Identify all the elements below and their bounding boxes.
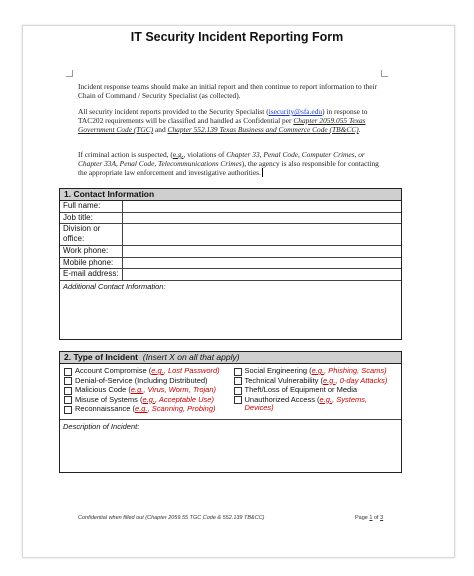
tbcc-reference: Chapter 552.139 Texas Business and Commerce Code (TB&CC) bbox=[167, 125, 359, 134]
margin-corner-mark bbox=[381, 70, 388, 77]
option-label: Theft/Loss of Equipment or Media bbox=[244, 385, 358, 395]
field-label: Job title: bbox=[60, 213, 123, 224]
tgc-reference: Chapter 2059.055 Texas Government Code (TGC) bbox=[78, 116, 366, 134]
checkbox[interactable] bbox=[234, 368, 242, 376]
field-label: Full name: bbox=[60, 201, 123, 212]
incident-description-field[interactable]: Description of Incident: bbox=[60, 419, 401, 472]
margin-corner-mark bbox=[66, 70, 73, 77]
option-label: Denial-of-Service (Including Distributed) bbox=[75, 375, 208, 385]
checkbox[interactable] bbox=[234, 387, 242, 395]
field-label: Division or office: bbox=[60, 224, 123, 245]
form-title: IT Security Incident Reporting Form bbox=[130, 30, 344, 44]
page-indicator: Page 1 of 3 bbox=[355, 515, 384, 521]
incident-checkbox-grid bbox=[60, 364, 401, 419]
intro-paragraph-2 bbox=[78, 107, 380, 134]
intro-text: ), the agency is also responsible for contacting the appropriate law enforcement and investigative authorities. bbox=[78, 159, 379, 177]
intro-paragraph-1: Incident response teams should make an initial report and then continue to report information to their Chain of Command / Security Specialist (as collected). bbox=[78, 82, 378, 100]
security-email-link[interactable]: isecurity@sfa.edu bbox=[268, 107, 323, 116]
checkbox[interactable] bbox=[64, 368, 72, 376]
intro-paragraph-3 bbox=[78, 150, 380, 177]
incident-column-left bbox=[64, 367, 228, 415]
option-label: Misuse of Systems (e.g., Acceptable Use) bbox=[75, 394, 214, 404]
incident-heading-text: 2. Type of Incident bbox=[64, 352, 138, 362]
type-of-incident-section bbox=[59, 351, 402, 473]
incident-option-malicious-code[interactable] bbox=[64, 386, 228, 395]
intro-text: If criminal action is suspected, ( bbox=[78, 150, 173, 159]
incident-option-reconnaissance[interactable] bbox=[64, 405, 228, 414]
intro-text: . bbox=[358, 125, 361, 134]
contact-section-heading: 1. Contact Information bbox=[60, 189, 401, 201]
option-label: Account Compromise (e.g., Lost Password) bbox=[75, 366, 220, 375]
confidential-footer-note: Confidential when filled out (Chapter 2059.55 TGC Code & 552.139 TB&CC) bbox=[78, 515, 265, 521]
form-row-job-title[interactable] bbox=[60, 213, 401, 225]
incident-option-unauthorized-access[interactable] bbox=[234, 396, 398, 413]
penal-code-reference: Chapter 33, Penal Code, Computer Crimes, or Chapter 33A, Penal Code, Telecommunications Crimes bbox=[78, 150, 365, 168]
intro-text: ) in response to TAC202 requirements will be classified and handled as Confidential per bbox=[78, 107, 368, 125]
text-cursor bbox=[262, 168, 263, 177]
incident-option-denial-of-service[interactable] bbox=[64, 377, 228, 386]
option-label: Technical Vulnerability (e.g., 0-day Attacks) bbox=[244, 375, 388, 385]
option-label: Social Engineering (e.g., Phishing, Scams) bbox=[244, 366, 387, 375]
form-row-work-phone[interactable] bbox=[60, 246, 401, 258]
additional-contact-field[interactable]: Additional Contact Information: bbox=[63, 281, 166, 291]
page-number: 1 bbox=[369, 515, 373, 521]
form-row-email[interactable] bbox=[60, 269, 401, 281]
option-label: Reconnaissance (e.g., Scanning, Probing) bbox=[75, 404, 216, 414]
incident-heading-note: (Insert X on all that apply) bbox=[142, 352, 240, 362]
checkbox[interactable] bbox=[64, 377, 72, 385]
checkbox[interactable] bbox=[234, 396, 242, 404]
form-row-mobile-phone[interactable] bbox=[60, 258, 401, 270]
intro-text: , violations of bbox=[183, 150, 227, 159]
incident-option-theft-loss[interactable] bbox=[234, 386, 398, 395]
incident-option-account-compromise[interactable] bbox=[64, 367, 228, 376]
checkbox[interactable] bbox=[64, 406, 72, 414]
incident-column-right bbox=[228, 367, 398, 415]
option-label: Malicious Code (e.g., Virus, Worm, Trojan) bbox=[75, 385, 217, 395]
incident-option-misuse-of-systems[interactable] bbox=[64, 396, 228, 405]
page-total: 3 bbox=[380, 515, 384, 521]
field-label: E-mail address: bbox=[60, 269, 123, 280]
intro-text: and bbox=[153, 125, 168, 134]
form-row-full-name[interactable] bbox=[60, 201, 401, 213]
checkbox[interactable] bbox=[234, 377, 242, 385]
form-row-division[interactable] bbox=[60, 224, 401, 246]
field-label: Work phone: bbox=[60, 246, 123, 257]
field-label: Mobile phone: bbox=[60, 258, 123, 269]
contact-information-section bbox=[59, 188, 402, 340]
option-label: Unauthorized Access (e.g., Systems, Devices) bbox=[244, 394, 368, 413]
incident-section-heading bbox=[60, 352, 401, 364]
incident-option-technical-vulnerability[interactable] bbox=[234, 377, 398, 386]
incident-option-social-engineering[interactable] bbox=[234, 367, 398, 376]
eg-abbrev: e.g. bbox=[172, 150, 184, 159]
checkbox[interactable] bbox=[64, 387, 72, 395]
checkbox[interactable] bbox=[64, 396, 72, 404]
intro-text: All security incident reports provided to the Security Specialist ( bbox=[78, 107, 269, 116]
